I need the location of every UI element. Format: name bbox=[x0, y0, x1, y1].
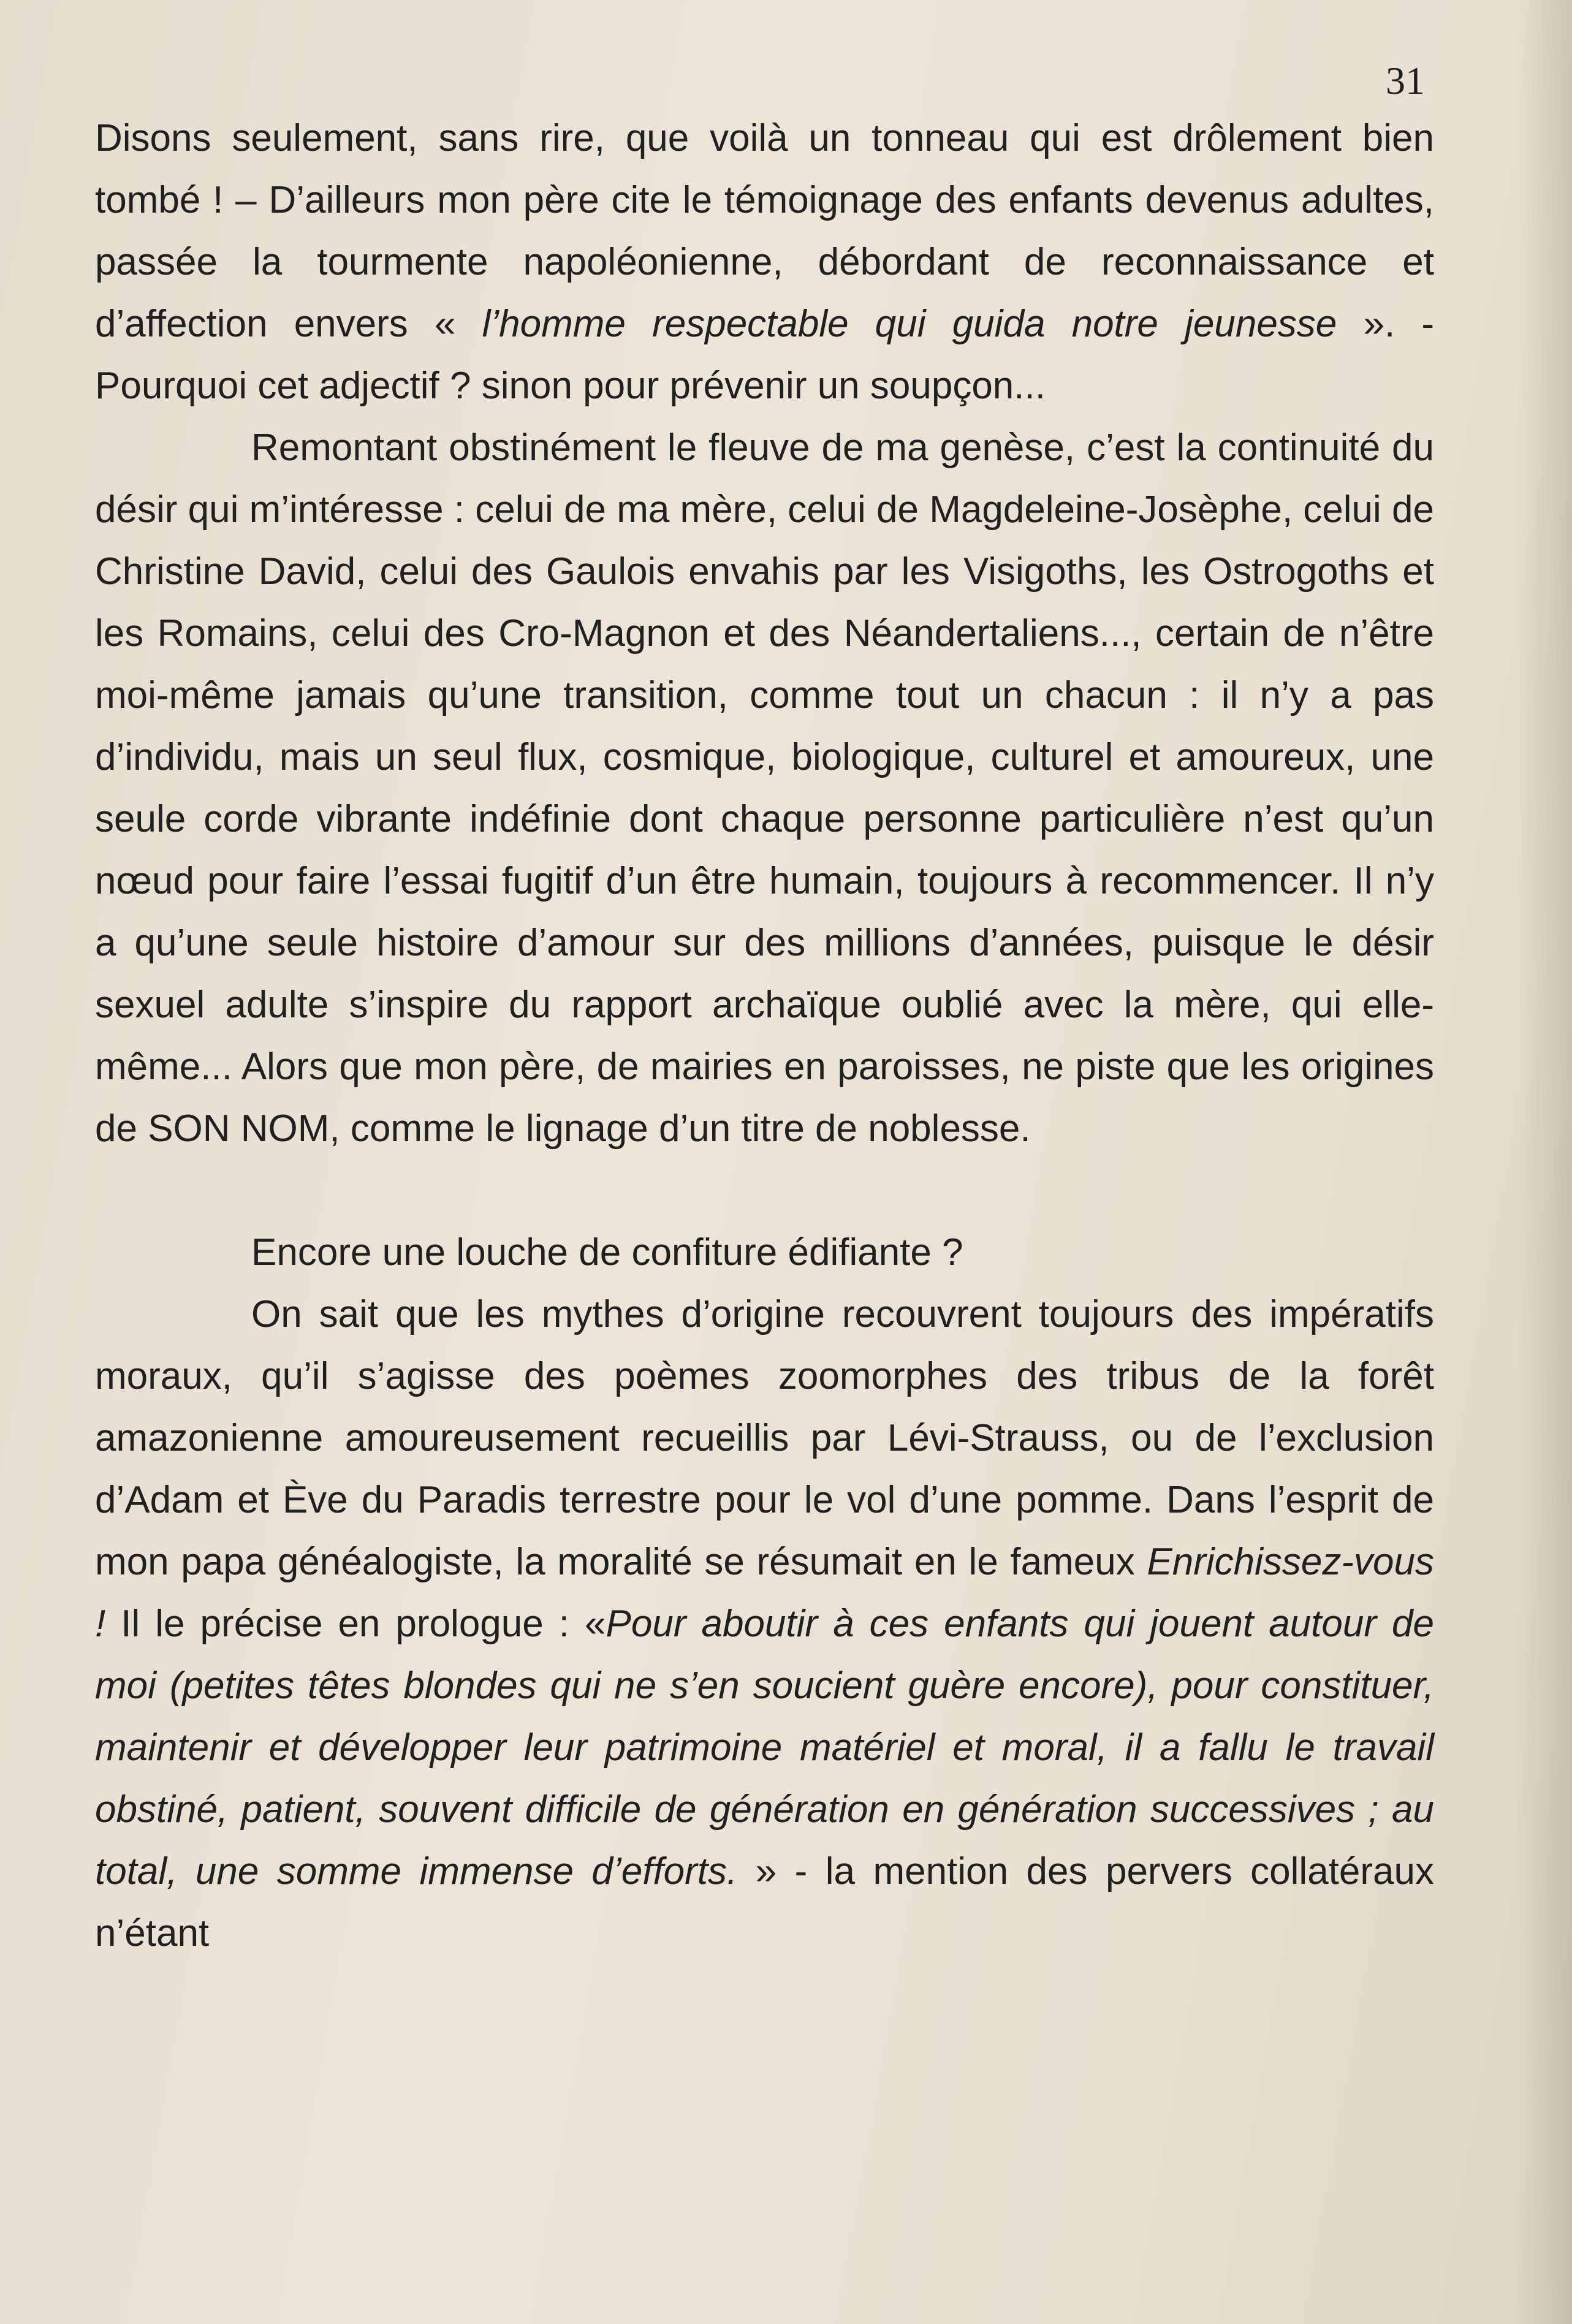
text-segment: Disons seulement, sans rire, que voilà un tonneau qui est drôlement bien tombé ! – D’ailleurs mon père cite le témoignage des enfants devenus adultes, passée la tourmente napoléonienne, débordant de reconnaissance et d’affection envers « bbox=[95, 117, 1434, 345]
paragraph bbox=[95, 1221, 1434, 1283]
text-segment: Il le précise en prologue : « bbox=[105, 1603, 606, 1645]
text-segment: On sait que les mythes d’origine recouvrent toujours des impératifs moraux, qu’il s’agisse des poèmes zoomorphes des tribus de la forêt amazonienne amoureusement recueillis par Lévi-Strauss, ou de l’exclusion d’Adam et Ève du Paradis terrestre pour le vol d’une pomme. Dans l’esprit de mon papa généalogiste, la moralité se résumait en le fameux bbox=[95, 1293, 1434, 1583]
page-number: 31 bbox=[1386, 59, 1425, 102]
text-segment: ». - Pourquoi cet adjectif ? sinon pour prévenir un soupçon... bbox=[95, 303, 1434, 407]
paragraph bbox=[95, 417, 1434, 1160]
italic-quote: Pour aboutir à ces enfants qui jouent autour de moi (petites têtes blondes qui ne s’en soucient guère encore), pour constituer, maintenir et développer leur patrimoine matériel et moral, il a fallu le travail obstiné, patient, souvent difficile de génération en génération successives ; au total, une somme immense d’efforts. bbox=[95, 1603, 1434, 1893]
text-segment: Remontant obstinément le fleuve de ma genèse, c’est la continuité du désir qui m’intéresse : celui de ma mère, celui de Magdeleine-Josèphe, celui de Christine David, celui des Gaulois envahis par les Visigoths, les Ostrogoths et les Romains, celui des Cro-Magnon et des Néandertaliens..., certain de n’être moi-même jamais qu’une transition, comme tout un chacun : il n’y a pas d’individu, mais un seul flux, cosmique, biologique, culturel et amoureux, une seule corde vibrante indéfinie dont chaque personne particulière n’est qu’un nœud pour faire l’essai fugitif d’un être humain, toujours à recommencer. Il n’y a qu’une seule histoire d’amour sur des millions d’années, puisque le désir sexuel adulte s’inspire du rapport archaïque oublié avec la mère, qui elle-même... Alors que mon père, de mairies en paroisses, ne piste que les origines de SON NOM, comme le lignage d’un titre de noblesse. bbox=[95, 427, 1434, 1150]
italic-quote: l’homme respectable qui guida notre jeunesse bbox=[482, 303, 1337, 345]
text-segment: » - la mention des pervers collatéraux n’étant bbox=[95, 1850, 1434, 1954]
paragraph bbox=[95, 1283, 1434, 1964]
italic-phrase: Enrichissez-vous ! bbox=[95, 1541, 1434, 1645]
page-edge-shadow bbox=[1517, 0, 1572, 2324]
paragraph bbox=[95, 107, 1434, 417]
body-text bbox=[95, 107, 1434, 1964]
text-segment: Encore une louche de confiture édifiante ? bbox=[251, 1231, 963, 1274]
